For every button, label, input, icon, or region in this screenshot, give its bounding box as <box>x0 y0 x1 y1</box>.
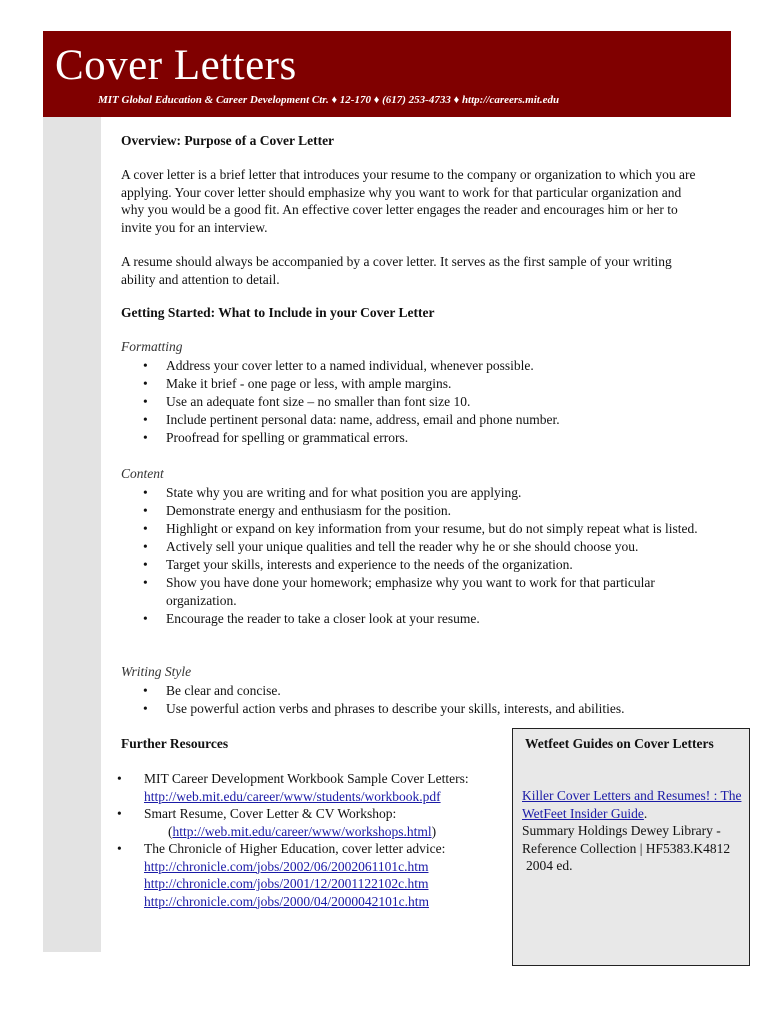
resource-text: The Chronicle of Higher Education, cover letter advice: <box>144 841 446 856</box>
list-item: • Use an adequate font size – no smaller than font size 10. <box>121 393 711 411</box>
resources-list <box>100 770 520 910</box>
list-item: • Be clear and concise. <box>121 682 711 700</box>
list-item <box>100 805 520 840</box>
chronicle-link-1[interactable]: http://chronicle.com/jobs/2002/06/2002061101c.htm <box>144 858 429 874</box>
list-item <box>100 840 520 910</box>
workshop-link-line: (http://web.mit.edu/career/www/workshops.html) <box>168 823 437 839</box>
list-item: • Actively sell your unique qualities and tell the reader why he or she should choose you. <box>121 538 711 556</box>
content-subheading: Content <box>121 466 164 481</box>
header-contact-line: MIT Global Education & Career Development Ctr. ♦ 12-170 ♦ (617) 253-4733 ♦ http://careers.mit.edu <box>98 94 560 106</box>
list-item: • Show you have done your homework; emphasize why you want to work for that particular organization. <box>121 574 711 610</box>
chronicle-link-3[interactable]: http://chronicle.com/jobs/2000/04/2000042101c.htm <box>144 893 429 909</box>
list-item: • Use powerful action verbs and phrases to describe your skills, interests, and abilities. <box>121 700 711 718</box>
chronicle-link-2[interactable]: http://chronicle.com/jobs/2001/12/2001122102c.htm <box>144 876 429 891</box>
formatting-list <box>121 357 711 447</box>
wetfeet-guides-box <box>512 728 750 966</box>
list-item: • Proofread for spelling or grammatical errors. <box>121 429 711 447</box>
wetfeet-guide-link[interactable]: Killer Cover Letters and Resumes! : The WetFeet Insider Guide <box>522 788 742 821</box>
wetfeet-box-title: Wetfeet Guides on Cover Letters <box>525 736 714 751</box>
list-item: • Target your skills, interests and experience to the needs of the organization. <box>121 556 711 574</box>
writing-style-subheading: Writing Style <box>121 664 192 679</box>
list-item: • Address your cover letter to a named individual, whenever possible. <box>121 357 711 375</box>
workbook-link[interactable]: http://web.mit.edu/career/www/students/workbook.pdf <box>144 788 441 804</box>
edition: 2004 ed. <box>526 858 573 873</box>
workshop-link[interactable]: http://web.mit.edu/career/www/workshops.html <box>172 823 432 839</box>
left-sidebar-strip <box>43 117 101 952</box>
list-item: • Highlight or expand on key information from your resume, but do not simply repeat what is listed. <box>121 520 711 538</box>
resource-text: MIT Career Development Workbook Sample Cover Letters: <box>144 771 469 786</box>
resource-text: Smart Resume, Cover Letter & CV Workshop: <box>144 806 397 821</box>
overview-heading: Overview: Purpose of a Cover Letter <box>121 133 335 148</box>
content-list <box>121 484 711 628</box>
getting-started-heading: Getting Started: What to Include in your Cover Letter <box>121 305 435 320</box>
list-item: • State why you are writing and for what position you are applying. <box>121 484 711 502</box>
list-item <box>100 770 520 805</box>
page-title: Cover Letters <box>55 42 297 89</box>
writing-style-list <box>121 682 711 718</box>
formatting-subheading: Formatting <box>121 339 183 354</box>
overview-paragraph-1: A cover letter is a brief letter that introduces your resume to the company or organization to which you are applying. Your cover letter should emphasize why you want to work for that particular organization and why you would be a good fit. An effective cover letter engages the reader and encourages him or her to invite you for an interview. <box>121 167 696 235</box>
further-resources-heading: Further Resources <box>121 736 229 751</box>
list-item: • Include pertinent personal data: name, address, email and phone number. <box>121 411 711 429</box>
overview-paragraph-2: A resume should always be accompanied by a cover letter. It serves as the first sample of your writing ability and attention to detail. <box>121 254 672 287</box>
list-item: • Make it brief - one page or less, with ample margins. <box>121 375 711 393</box>
header-banner <box>43 31 731 117</box>
list-item: • Demonstrate energy and enthusiasm for the position. <box>121 502 711 520</box>
list-item: • Encourage the reader to take a closer look at your resume. <box>121 610 711 628</box>
wetfeet-box-body: Killer Cover Letters and Resumes! : The WetFeet Insider Guide. Summary Holdings Dewey Library - Reference Collection | HF5383.K4812 2004 ed. <box>522 788 742 873</box>
library-location: Summary Holdings Dewey Library - Reference Collection | HF5383.K4812 <box>522 823 731 856</box>
